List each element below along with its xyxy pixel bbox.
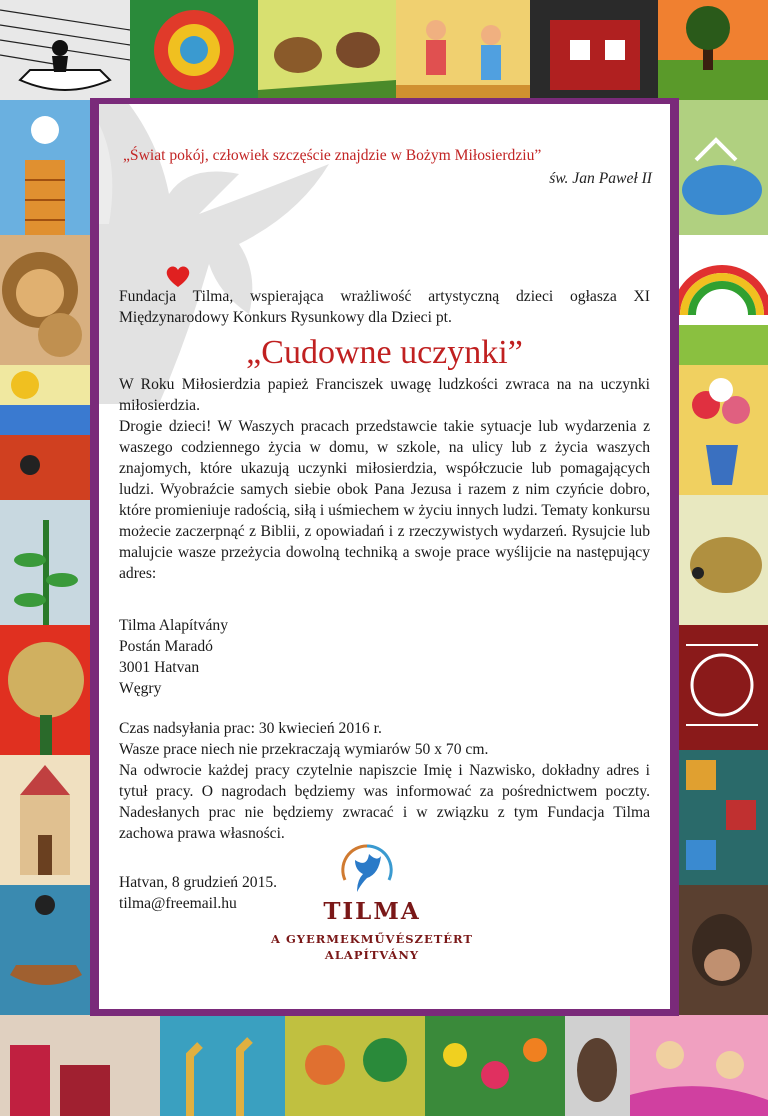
logo-name: TILMA	[323, 898, 421, 925]
drawing-rainbow	[676, 235, 768, 365]
drawing-green-plant	[0, 500, 92, 625]
tilma-logo	[267, 840, 477, 1000]
contest-details	[119, 718, 650, 844]
intro-text: Fundacja Tilma, wspierająca wrażliwość artystyczną dzieci ogłasza XI Międzynarodowy Konkurs Rysunkowy dla Dzieci pt.	[119, 288, 650, 326]
drawing-tree-circle	[0, 625, 92, 755]
drawing-lions	[0, 235, 92, 365]
drawing-flowers-field	[425, 1015, 565, 1116]
logo-subtitle: A GYERMEKMŰVÉSZETÉRT	[271, 932, 473, 946]
drawing-mosaic	[676, 750, 768, 885]
drawing-city-red	[0, 1015, 160, 1116]
drawing-fairies	[630, 1015, 768, 1116]
drawing-divers	[0, 885, 92, 1015]
drawing-tree-sunset	[658, 0, 768, 100]
drawing-pattern	[676, 625, 768, 750]
drawing-castle	[0, 755, 92, 885]
drawing-chimpanzee	[676, 885, 768, 1015]
drawing-garden	[285, 1015, 425, 1116]
body-paragraph: Drogie dzieci! W Waszych pracach przedstawcie takie sytuacje lub wydarzenia z waszego codziennego życia w domu, w szkole, na ulicy lub z życia waszych znajomych, które ukazują uczynki miłosierdzia, współczucie lub pomagających ludzi. Wyobraźcie samych siebie obok Pana Jezusa i razem z nim czyńcie dobro, które promieniuje radością, siłą i uśmiechem w życiu innych ludzi. Tematy konkursu możecie zaczerpnąć z Biblii, z opowiadań i z rzeczywistych wydarzeń. Rysujcie lub malujcie wasze przeżycia dowolną techniką a swoje prace wyślijcie na następujący adres:	[119, 418, 650, 582]
details-line: Wasze prace niech nie przekraczają wymiarów 50 x 70 cm.	[119, 741, 489, 758]
quote-text: „Świat pokój, człowiek szczęście znajdzie w Bożym Miłosierdziu”	[123, 147, 542, 164]
details-line: Czas nadsyłania prac: 30 kwiecień 2016 r.	[119, 720, 382, 737]
place-date: Hatvan, 8 grudzień 2015.	[119, 874, 278, 891]
address-line: 3001 Hatvan	[119, 659, 200, 676]
tilma-dove-icon	[337, 840, 397, 898]
heart-icon	[165, 264, 191, 288]
body-paragraph: W Roku Miłosierdzia papież Franciszek uwagę ludzkości zwraca na na uczynki miłosierdzia.	[119, 376, 650, 414]
address-line: Postán Maradó	[119, 638, 213, 655]
drawing-hedgehog	[676, 495, 768, 625]
postal-address	[119, 615, 419, 699]
address-line: Węgry	[119, 680, 162, 697]
address-line: Tilma Alapítvány	[119, 617, 229, 634]
email-link[interactable]: tilma@freemail.hu	[119, 895, 237, 912]
drawing-stork-lake	[676, 100, 768, 235]
drawing-birds	[258, 0, 396, 100]
drawing-children	[396, 0, 530, 100]
drawing-giraffes	[160, 1015, 285, 1116]
drawing-sun-landscape	[0, 365, 92, 500]
announcement-paper	[99, 104, 670, 1009]
contest-title: „Cudowne uczynki”	[246, 334, 523, 371]
drawing-flower-vase	[676, 365, 768, 495]
drawing-sunflower	[130, 0, 258, 100]
quote-author: św. Jan Paweł II	[549, 170, 652, 187]
drawing-eagle	[565, 1015, 630, 1116]
details-line: Na odwrocie każdej pracy czytelnie napiszcie Imię i Nazwisko, dokładny adres i tytuł pracy. O nagrodach będziemy was informować za pośrednictwem poczty. Nadesłanych prac nie będziemy zwracać i w związku z tym Fundacja Tilma zachowa prawa własności.	[119, 762, 650, 842]
body-text	[119, 374, 650, 584]
drawing-red-house	[530, 0, 658, 100]
drawing-chimney	[0, 100, 92, 235]
drawing-boat	[0, 0, 130, 100]
logo-subtitle: ALAPÍTVÁNY	[324, 948, 420, 962]
